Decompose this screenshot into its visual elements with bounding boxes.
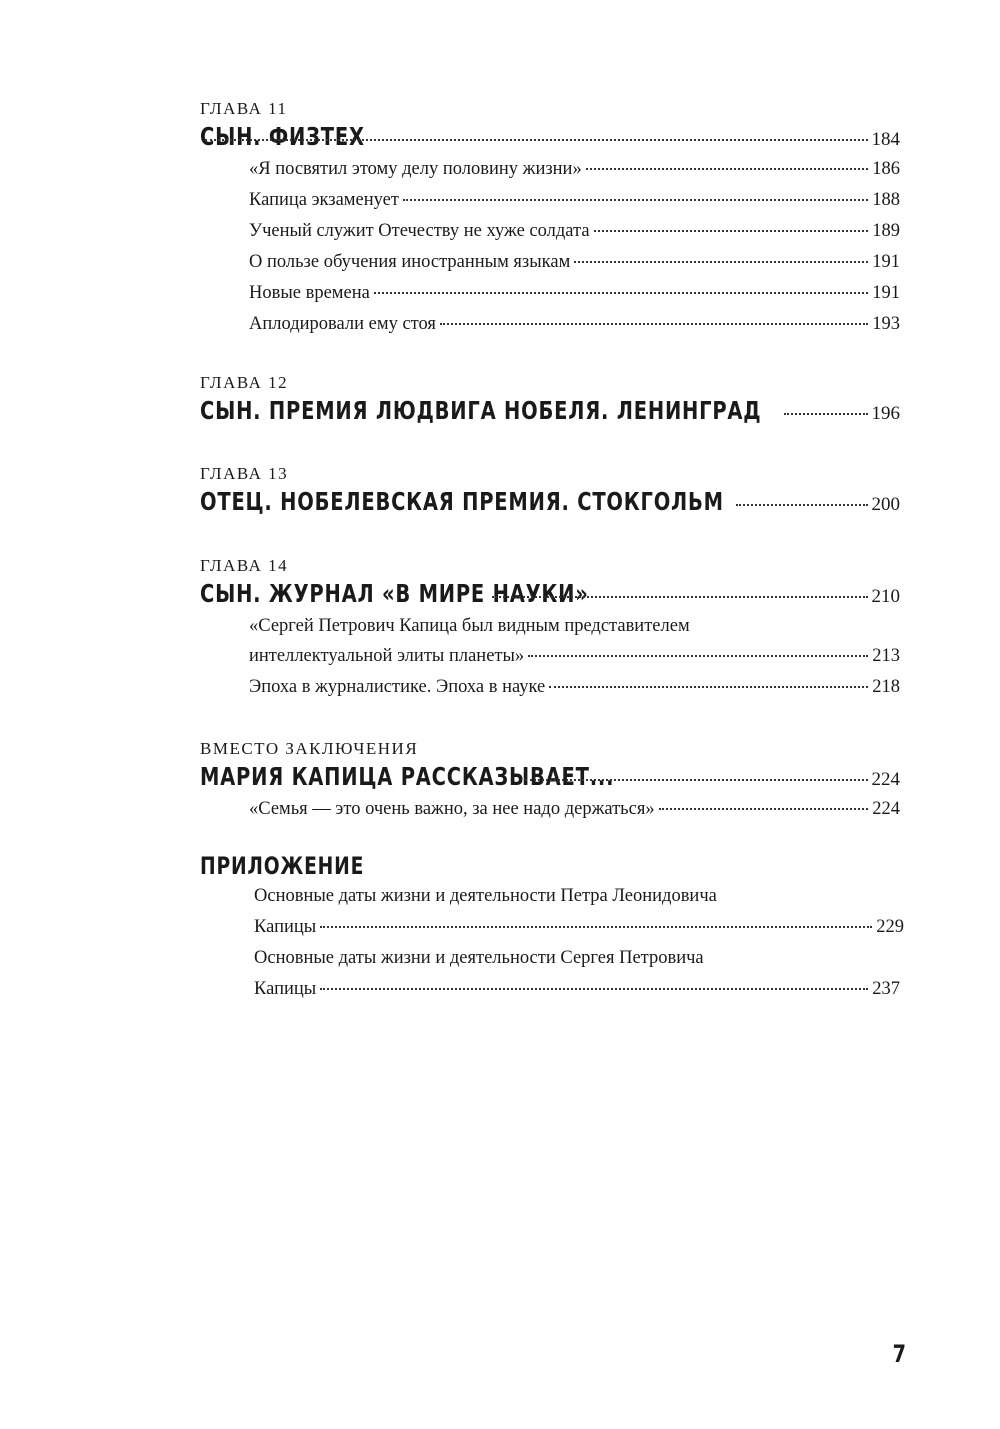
chapter-11-section bbox=[200, 98, 900, 340]
page-ref: 184 bbox=[871, 129, 900, 150]
toc-entry[interactable] bbox=[249, 278, 900, 309]
leader-dots bbox=[659, 808, 869, 810]
toc-entry[interactable] bbox=[249, 154, 900, 185]
toc-entry[interactable] bbox=[249, 309, 900, 340]
toc-entry[interactable] bbox=[249, 185, 900, 216]
entry-title: «Я посвятил этому делу половину жизни» bbox=[249, 159, 582, 179]
chapter-label: ГЛАВА 13 bbox=[200, 464, 289, 483]
chapter-title-row[interactable] bbox=[200, 394, 900, 428]
chapter-title: МАРИЯ КАПИЦА РАССКАЗЫВАЕТ... bbox=[200, 762, 615, 791]
chapter-label: ГЛАВА 14 bbox=[200, 556, 289, 575]
page-ref: 191 bbox=[872, 252, 900, 272]
page-ref: 189 bbox=[872, 221, 900, 241]
leader-dots bbox=[594, 230, 869, 232]
toc-entry[interactable] bbox=[249, 672, 900, 703]
appendix-title[interactable]: ПРИЛОЖЕНИЕ bbox=[200, 852, 365, 880]
page-ref: 191 bbox=[872, 283, 900, 303]
page-ref: 200 bbox=[871, 494, 900, 515]
leader-dots bbox=[374, 292, 868, 294]
toc-entry[interactable] bbox=[249, 794, 900, 825]
leader-dots bbox=[205, 139, 867, 141]
entry-title: Аплодировали ему стоя bbox=[249, 314, 436, 334]
entry-title-line: «Сергей Петрович Капица был видным представителем bbox=[249, 616, 690, 636]
conclusion-section bbox=[200, 738, 900, 825]
page-ref: 237 bbox=[872, 979, 900, 999]
chapter-title: СЫН. ЖУРНАЛ «В МИРЕ НАУКИ» bbox=[200, 579, 589, 608]
page-ref: 229 bbox=[876, 917, 904, 937]
chapter-label: ГЛАВА 11 bbox=[200, 99, 288, 118]
leader-dots bbox=[403, 199, 868, 201]
page-ref: 224 bbox=[871, 769, 900, 790]
chapter-title-row[interactable] bbox=[200, 760, 900, 794]
entry-title-line: Основные даты жизни и деятельности Сергея Петровича bbox=[254, 948, 704, 968]
leader-dots bbox=[320, 926, 872, 928]
leader-dots bbox=[586, 168, 869, 170]
leader-dots bbox=[549, 686, 868, 688]
leader-dots bbox=[574, 261, 868, 263]
entry-title: «Семья — это очень важно, за нее надо держаться» bbox=[249, 799, 655, 819]
page-ref: 186 bbox=[872, 159, 900, 179]
entry-title: Новые времена bbox=[249, 283, 370, 303]
page-ref: 218 bbox=[872, 677, 900, 697]
leader-dots bbox=[320, 988, 868, 990]
chapter-label: ГЛАВА 12 bbox=[200, 373, 289, 392]
toc-entry[interactable] bbox=[249, 247, 900, 278]
leader-dots bbox=[736, 504, 868, 506]
leader-dots bbox=[440, 323, 868, 325]
page-ref: 196 bbox=[871, 403, 900, 424]
toc-entry[interactable] bbox=[254, 912, 904, 943]
leader-dots bbox=[528, 655, 868, 657]
page-number: 7 bbox=[892, 1340, 907, 1368]
chapter-title: СЫН. ФИЗТЕХ bbox=[200, 122, 365, 151]
leader-dots bbox=[784, 413, 868, 415]
appendix-section bbox=[200, 851, 904, 1005]
chapter-13-section bbox=[200, 463, 900, 519]
chapter-title: ОТЕЦ. НОБЕЛЕВСКАЯ ПРЕМИЯ. СТОКГОЛЬМ bbox=[200, 487, 724, 516]
chapter-title-row[interactable] bbox=[200, 577, 900, 611]
chapter-title-row[interactable] bbox=[200, 485, 900, 519]
chapter-title: СЫН. ПРЕМИЯ ЛЮДВИГА НОБЕЛЯ. ЛЕНИНГРАД bbox=[200, 396, 762, 425]
page-ref: 210 bbox=[871, 586, 900, 607]
entry-title: Ученый служит Отечеству не хуже солдата bbox=[249, 221, 590, 241]
leader-dots bbox=[525, 779, 867, 781]
entry-title: интеллектуальной элиты планеты» bbox=[249, 646, 525, 666]
toc-entry[interactable] bbox=[254, 974, 900, 1005]
toc-entry[interactable] bbox=[249, 216, 900, 247]
page-ref: 213 bbox=[872, 646, 900, 666]
entry-title-line: Основные даты жизни и деятельности Петра Леонидовича bbox=[254, 886, 717, 906]
toc-entry[interactable] bbox=[249, 641, 900, 672]
chapter-title-row[interactable] bbox=[200, 120, 900, 154]
chapter-12-section bbox=[200, 372, 900, 428]
entry-title: Капица экзаменует bbox=[249, 190, 399, 210]
entry-title: Капицы bbox=[254, 917, 317, 937]
chapter-label: ВМЕСТО ЗАКЛЮЧЕНИЯ bbox=[200, 739, 419, 758]
entry-title: О пользе обучения иностранным языкам bbox=[249, 252, 571, 272]
entry-title: Капицы bbox=[254, 979, 317, 999]
page-ref: 224 bbox=[872, 799, 900, 819]
entry-title: Эпоха в журналистике. Эпоха в науке bbox=[249, 677, 546, 697]
page-ref: 193 bbox=[872, 314, 900, 334]
leader-dots bbox=[492, 596, 867, 598]
chapter-14-section bbox=[200, 555, 900, 703]
page-ref: 188 bbox=[872, 190, 900, 210]
